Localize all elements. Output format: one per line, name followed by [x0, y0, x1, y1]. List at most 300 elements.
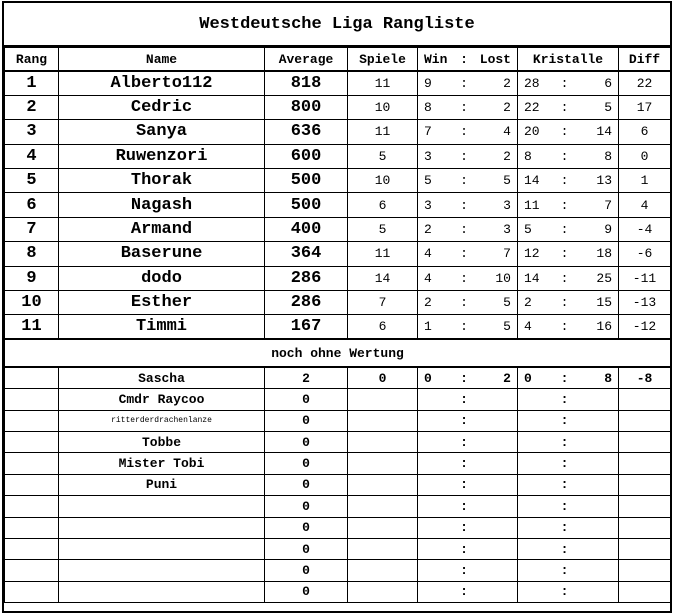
average-cell: 0	[265, 410, 348, 431]
spiele-cell: 10	[348, 95, 418, 119]
win-lost-cell-left	[424, 499, 452, 514]
table-row	[5, 367, 671, 388]
win-lost-cell	[418, 389, 518, 410]
average-cell: 0	[265, 431, 348, 452]
average-cell: 286	[265, 291, 348, 315]
win-lost-cell-left	[424, 456, 452, 471]
rank-cell	[5, 496, 59, 517]
kristalle-cell-sep: :	[560, 498, 569, 514]
table-row	[5, 315, 671, 339]
rank-cell: 9	[5, 266, 59, 290]
average-cell: 0	[265, 453, 348, 474]
kristalle-cell	[518, 169, 619, 193]
win-lost-cell-right: 5	[503, 173, 511, 189]
spiele-cell	[348, 453, 418, 474]
average-cell: 800	[265, 95, 348, 119]
kristalle-cell	[518, 560, 619, 581]
kristalle-cell-right: 8	[604, 148, 612, 164]
win-lost-cell-right	[476, 542, 511, 557]
win-lost-cell-right: 5	[503, 295, 511, 311]
win-lost-cell-right	[476, 435, 511, 450]
table-row	[5, 538, 671, 559]
win-lost-cell-right: 2	[503, 370, 511, 386]
table-row	[5, 193, 671, 217]
kristalle-cell-sep: :	[560, 100, 569, 116]
spiele-cell	[348, 517, 418, 538]
kristalle-cell-sep: :	[560, 456, 569, 472]
kristalle-cell	[518, 538, 619, 559]
kristalle-cell-sep: :	[560, 520, 569, 536]
win-lost-cell-right	[476, 584, 511, 599]
rank-cell	[5, 474, 59, 495]
win-lost-cell	[418, 315, 518, 339]
win-lost-cell-right: 2	[503, 100, 511, 116]
kristalle-cell	[518, 474, 619, 495]
diff-cell	[619, 496, 671, 517]
name-cell: Alberto112	[59, 71, 265, 95]
diff-cell	[619, 474, 671, 495]
average-cell: 500	[265, 169, 348, 193]
kristalle-cell-sep: :	[560, 246, 569, 262]
header-row	[5, 48, 671, 72]
diff-cell: 1	[619, 169, 671, 193]
name-cell: Cedric	[59, 95, 265, 119]
diff-cell	[619, 410, 671, 431]
kristalle-cell-left: 20	[524, 124, 540, 140]
win-lost-cell-left	[424, 584, 452, 599]
spiele-cell	[348, 389, 418, 410]
kristalle-cell-left	[524, 499, 552, 514]
win-lost-cell-left: 3	[424, 148, 432, 164]
win-lost-cell-right: 4	[503, 124, 511, 140]
kristalle-cell-sep: :	[560, 148, 569, 164]
diff-cell: 4	[619, 193, 671, 217]
unranked-body	[5, 367, 671, 602]
average-cell: 2	[265, 367, 348, 388]
win-lost-cell-left: 2	[424, 295, 432, 311]
kristalle-cell-sep: :	[560, 391, 569, 407]
name-cell	[59, 496, 265, 517]
kristalle-cell-right: 6	[604, 75, 612, 91]
name-cell: Nagash	[59, 193, 265, 217]
rank-cell	[5, 560, 59, 581]
win-lost-cell-right: 2	[503, 148, 511, 164]
diff-cell	[619, 431, 671, 452]
win-lost-cell-left	[424, 477, 452, 492]
spiele-cell: 11	[348, 120, 418, 144]
rank-cell	[5, 367, 59, 388]
header-spiele: Spiele	[348, 48, 418, 72]
kristalle-cell-right: 18	[596, 246, 612, 262]
average-cell: 500	[265, 193, 348, 217]
name-cell: Baserune	[59, 242, 265, 266]
kristalle-cell-left	[524, 392, 552, 407]
kristalle-cell	[518, 315, 619, 339]
kristalle-cell-right	[577, 542, 612, 557]
win-lost-cell-sep: :	[460, 584, 468, 600]
kristalle-cell-right: 15	[596, 295, 612, 311]
kristalle-cell	[518, 431, 619, 452]
win-lost-cell-right: 3	[503, 197, 511, 213]
kristalle-cell-right	[577, 477, 612, 492]
ranked-body	[5, 71, 671, 339]
win-lost-cell	[418, 367, 518, 388]
kristalle-cell-left	[524, 563, 552, 578]
win-lost-cell-sep: :	[460, 370, 468, 386]
win-lost-cell-sep: :	[460, 413, 468, 429]
win-lost-cell-sep: :	[460, 197, 468, 213]
kristalle-cell-left	[524, 520, 552, 535]
kristalle-cell-sep: :	[560, 541, 569, 557]
win-lost-cell-sep: :	[460, 498, 468, 514]
win-lost-cell-sep: :	[460, 520, 468, 536]
win-lost-cell	[418, 410, 518, 431]
win-lost-cell-sep: :	[460, 222, 468, 238]
kristalle-cell-sep: :	[560, 124, 569, 140]
spiele-cell: 6	[348, 193, 418, 217]
rank-cell	[5, 431, 59, 452]
win-lost-cell	[418, 560, 518, 581]
win-lost-cell	[418, 217, 518, 241]
win-lost-cell	[418, 431, 518, 452]
diff-cell	[619, 538, 671, 559]
win-lost-cell-sep: :	[460, 563, 468, 578]
table-row	[5, 291, 671, 315]
kristalle-cell-sep: :	[560, 477, 569, 493]
win-lost-cell-sep: :	[460, 148, 468, 164]
kristalle-cell	[518, 95, 619, 119]
spiele-cell: 5	[348, 217, 418, 241]
kristalle-cell-right	[577, 456, 612, 471]
diff-cell: -13	[619, 291, 671, 315]
kristalle-cell-left: 11	[524, 197, 540, 213]
table-row	[5, 560, 671, 581]
spiele-cell: 11	[348, 242, 418, 266]
kristalle-cell-right: 14	[596, 124, 612, 140]
win-lost-cell-left	[424, 542, 452, 557]
kristalle-cell-right: 9	[604, 222, 612, 238]
win-lost-cell-sep: :	[460, 173, 468, 189]
win-lost-cell-right	[476, 456, 511, 471]
diff-cell: -4	[619, 217, 671, 241]
average-cell: 400	[265, 217, 348, 241]
kristalle-cell-left	[524, 435, 552, 450]
kristalle-cell-right	[577, 435, 612, 450]
kristalle-cell-right	[577, 392, 612, 407]
average-cell: 818	[265, 71, 348, 95]
rank-cell	[5, 517, 59, 538]
section-row	[5, 339, 671, 367]
name-cell: Sanya	[59, 120, 265, 144]
win-lost-cell-left	[424, 563, 452, 578]
kristalle-cell-right: 13	[596, 173, 612, 189]
name-cell: Esther	[59, 291, 265, 315]
spiele-cell: 5	[348, 144, 418, 168]
rank-cell: 5	[5, 169, 59, 193]
kristalle-cell-right: 25	[596, 270, 612, 286]
table-row	[5, 453, 671, 474]
rank-cell	[5, 389, 59, 410]
kristalle-cell	[518, 496, 619, 517]
kristalle-cell-right	[577, 563, 612, 578]
rank-cell: 10	[5, 291, 59, 315]
win-lost-cell	[418, 453, 518, 474]
kristalle-cell-right: 7	[604, 197, 612, 213]
kristalle-cell	[518, 266, 619, 290]
name-cell: Mister Tobi	[59, 453, 265, 474]
average-cell: 364	[265, 242, 348, 266]
kristalle-cell-left: 8	[524, 148, 532, 164]
kristalle-cell-left: 5	[524, 222, 532, 238]
name-cell	[59, 538, 265, 559]
rank-cell: 4	[5, 144, 59, 168]
spiele-cell	[348, 431, 418, 452]
table-row	[5, 242, 671, 266]
win-lost-cell-sep: :	[460, 75, 468, 91]
kristalle-cell-sep: :	[560, 295, 569, 311]
win-lost-cell	[418, 169, 518, 193]
kristalle-cell	[518, 453, 619, 474]
kristalle-cell-sep: :	[560, 434, 569, 450]
spiele-cell	[348, 496, 418, 517]
win-lost-cell-left: 4	[424, 246, 432, 262]
diff-cell	[619, 453, 671, 474]
win-lost-cell	[418, 71, 518, 95]
table-row	[5, 431, 671, 452]
kristalle-cell-sep: :	[560, 270, 569, 286]
average-cell: 0	[265, 538, 348, 559]
table-row	[5, 169, 671, 193]
kristalle-cell	[518, 389, 619, 410]
kristalle-cell-right	[577, 413, 612, 428]
name-cell: Puni	[59, 474, 265, 495]
header-average: Average	[265, 48, 348, 72]
diff-cell: 22	[619, 71, 671, 95]
win-lost-cell-sep: :	[460, 541, 468, 557]
kristalle-cell-sep: :	[560, 584, 569, 600]
kristalle-cell-left: 0	[524, 370, 532, 386]
average-cell: 0	[265, 517, 348, 538]
win-lost-cell-right: 2	[503, 75, 511, 91]
table-row	[5, 474, 671, 495]
kristalle-cell-right	[577, 499, 612, 514]
rank-cell	[5, 453, 59, 474]
name-cell: Sascha	[59, 367, 265, 388]
win-lost-cell-right	[476, 499, 511, 514]
win-lost-cell-right	[476, 477, 511, 492]
table-row	[5, 517, 671, 538]
header-name: Name	[59, 48, 265, 72]
kristalle-cell	[518, 71, 619, 95]
diff-cell	[619, 517, 671, 538]
average-cell: 167	[265, 315, 348, 339]
name-cell	[59, 517, 265, 538]
win-lost-cell	[418, 474, 518, 495]
kristalle-cell-right: 16	[596, 319, 612, 335]
kristalle-cell-sep: :	[560, 370, 569, 386]
win-lost-cell-left	[424, 435, 452, 450]
kristalle-cell	[518, 242, 619, 266]
kristalle-cell-left	[524, 477, 552, 492]
kristalle-cell-sep: :	[560, 413, 569, 429]
kristalle-cell	[518, 193, 619, 217]
win-lost-cell	[418, 266, 518, 290]
win-lost-cell-sep: :	[460, 477, 468, 493]
spiele-cell	[348, 560, 418, 581]
kristalle-cell-sep: :	[560, 173, 569, 189]
kristalle-cell	[518, 144, 619, 168]
page-title: Westdeutsche Liga Rangliste	[4, 3, 670, 47]
kristalle-cell	[518, 517, 619, 538]
win-lost-cell-sep: :	[460, 270, 468, 286]
spiele-cell: 10	[348, 169, 418, 193]
rank-cell: 2	[5, 95, 59, 119]
average-cell: 0	[265, 496, 348, 517]
spiele-cell: 6	[348, 315, 418, 339]
ranking-sheet	[2, 1, 672, 613]
rank-cell	[5, 410, 59, 431]
kristalle-cell-left	[524, 456, 552, 471]
diff-cell: 6	[619, 120, 671, 144]
header-diff: Diff	[619, 48, 671, 72]
kristalle-cell-right	[577, 584, 612, 599]
kristalle-cell-left: 22	[524, 100, 540, 116]
win-lost-cell-left: 0	[424, 370, 432, 386]
win-lost-cell-right: 10	[495, 270, 511, 286]
ranking-table	[4, 47, 671, 603]
table-row	[5, 496, 671, 517]
spiele-cell	[348, 581, 418, 602]
section-body	[5, 339, 671, 367]
name-cell: Armand	[59, 217, 265, 241]
name-cell	[59, 581, 265, 602]
diff-cell: -11	[619, 266, 671, 290]
win-lost-cell-left: 9	[424, 75, 432, 91]
spiele-cell: 0	[348, 367, 418, 388]
kristalle-cell-left: 14	[524, 173, 540, 189]
kristalle-cell-left	[524, 584, 552, 599]
name-cell	[59, 560, 265, 581]
average-cell: 286	[265, 266, 348, 290]
name-cell: Ruwenzori	[59, 144, 265, 168]
kristalle-cell-left	[524, 542, 552, 557]
name-cell: Thorak	[59, 169, 265, 193]
win-lost-cell-left: 1	[424, 319, 432, 335]
diff-cell: -6	[619, 242, 671, 266]
win-lost-cell-sep: :	[460, 124, 468, 140]
table-row	[5, 217, 671, 241]
kristalle-cell-left: 14	[524, 270, 540, 286]
win-lost-cell	[418, 193, 518, 217]
win-lost-cell-left: 8	[424, 100, 432, 116]
table-row	[5, 389, 671, 410]
win-lost-cell-sep: :	[460, 295, 468, 311]
average-cell: 0	[265, 581, 348, 602]
win-lost-cell-sep: :	[460, 434, 468, 450]
win-lost-cell-left	[424, 413, 452, 428]
spiele-cell: 7	[348, 291, 418, 315]
name-cell: Timmi	[59, 315, 265, 339]
spiele-cell: 14	[348, 266, 418, 290]
win-lost-cell-sep: :	[460, 246, 468, 262]
average-cell: 0	[265, 389, 348, 410]
kristalle-cell-right	[577, 520, 612, 535]
win-lost-cell	[418, 538, 518, 559]
win-lost-cell	[418, 291, 518, 315]
win-lost-cell	[418, 496, 518, 517]
diff-cell: -8	[619, 367, 671, 388]
kristalle-cell-sep: :	[560, 75, 569, 91]
rank-cell: 11	[5, 315, 59, 339]
diff-cell: 0	[619, 144, 671, 168]
kristalle-cell-sep: :	[560, 563, 569, 578]
win-lost-cell-right: 5	[503, 319, 511, 335]
header-win-lost	[418, 48, 518, 72]
diff-cell	[619, 560, 671, 581]
rank-cell: 3	[5, 120, 59, 144]
name-cell: ritterderdrachenlanze	[59, 410, 265, 431]
diff-cell	[619, 389, 671, 410]
average-cell: 0	[265, 474, 348, 495]
rank-cell: 6	[5, 193, 59, 217]
win-lost-cell-right	[476, 563, 511, 578]
win-lost-cell-left	[424, 520, 452, 535]
win-lost-cell	[418, 95, 518, 119]
win-lost-cell	[418, 120, 518, 144]
kristalle-cell-left: 2	[524, 295, 532, 311]
table-row	[5, 410, 671, 431]
table-row	[5, 95, 671, 119]
header-rang: Rang	[5, 48, 59, 72]
win-lost-cell-left: 4	[424, 270, 432, 286]
win-lost-cell-sep: :	[460, 319, 468, 335]
win-lost-cell-sep: :	[460, 456, 468, 472]
kristalle-cell-sep: :	[560, 319, 569, 335]
name-cell: Cmdr Raycoo	[59, 389, 265, 410]
table-row	[5, 144, 671, 168]
kristalle-cell	[518, 367, 619, 388]
kristalle-cell-left: 4	[524, 319, 532, 335]
kristalle-cell	[518, 581, 619, 602]
header-lost: Lost	[479, 51, 511, 67]
diff-cell	[619, 581, 671, 602]
kristalle-cell-sep: :	[560, 222, 569, 238]
win-lost-cell-left: 3	[424, 197, 432, 213]
average-cell: 0	[265, 560, 348, 581]
kristalle-cell-right: 8	[604, 370, 612, 386]
header-kristalle: Kristalle	[518, 48, 619, 72]
win-lost-cell-left: 2	[424, 222, 432, 238]
rank-cell: 8	[5, 242, 59, 266]
rank-cell: 7	[5, 217, 59, 241]
rank-cell	[5, 581, 59, 602]
win-lost-cell-sep: :	[460, 100, 468, 116]
kristalle-cell-left	[524, 413, 552, 428]
win-lost-cell-right	[476, 392, 511, 407]
spiele-cell	[348, 474, 418, 495]
win-lost-cell	[418, 144, 518, 168]
kristalle-cell	[518, 120, 619, 144]
win-lost-cell-right	[476, 413, 511, 428]
win-lost-cell-left	[424, 392, 452, 407]
diff-cell: 17	[619, 95, 671, 119]
diff-cell: -12	[619, 315, 671, 339]
win-lost-cell	[418, 242, 518, 266]
kristalle-cell-sep: :	[560, 197, 569, 213]
win-lost-cell	[418, 581, 518, 602]
header-win-sep: :	[460, 51, 468, 67]
spiele-cell	[348, 410, 418, 431]
